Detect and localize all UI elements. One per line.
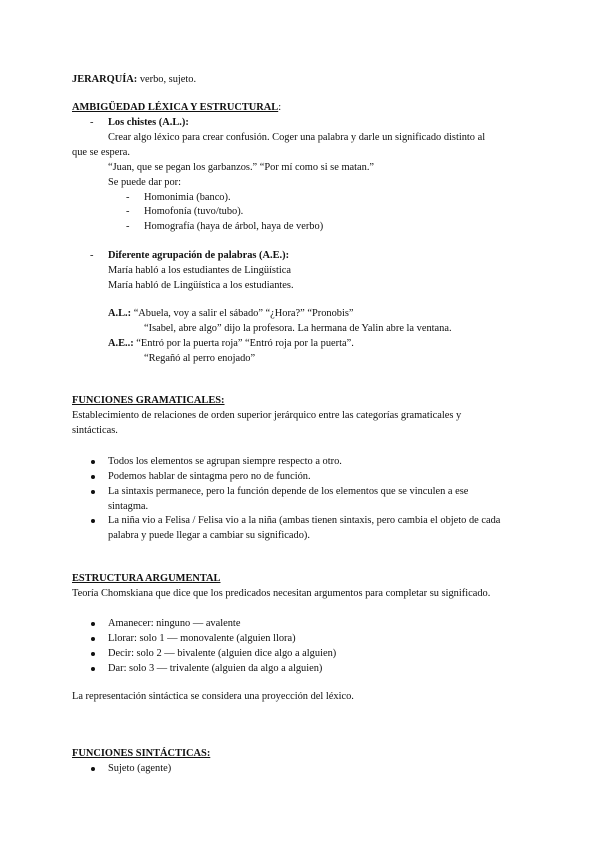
al-example-line-1 bbox=[108, 307, 354, 321]
ambiguedad-heading bbox=[72, 101, 281, 115]
bullet-dot bbox=[91, 652, 95, 656]
valencia-item: Decir: solo 2 — bivalente (alguien dice algo a alguien) bbox=[108, 648, 337, 659]
chistes-title: Los chistes (A.L.): bbox=[108, 117, 189, 128]
jerarquia-label: JERARQUÍA: bbox=[72, 74, 138, 85]
funciones-gramaticales-heading: FUNCIONES GRAMATICALES: bbox=[72, 395, 225, 406]
chistes-desc-1: Crear algo léxico para crear confusión. Coger una palabra y darle un significado distinto al bbox=[108, 132, 486, 143]
funciones-gramaticales-intro-2: sintácticas. bbox=[72, 425, 118, 436]
chistes-desc-2: que se espera. bbox=[72, 147, 130, 158]
bullet-item: La sintaxis permanece, pero la función depende de los elementos que se vinculen a ese bbox=[108, 486, 469, 497]
bullet-item: Podemos hablar de sintagma pero no de función. bbox=[108, 471, 311, 482]
chistes-item: Homofonía (tuvo/tubo). bbox=[144, 206, 244, 217]
dash-marker: - bbox=[126, 206, 130, 217]
jerarquia-line bbox=[72, 73, 196, 87]
dash-marker: - bbox=[126, 221, 130, 232]
chistes-item: Homografía (haya de árbol, haya de verbo) bbox=[144, 221, 324, 232]
estructura-argumental-heading: ESTRUCTURA ARGUMENTAL bbox=[72, 573, 221, 584]
dash-marker: - bbox=[126, 192, 130, 203]
ambiguedad-heading-text: AMBIGÜEDAD LÉXICA Y ESTRUCTURAL bbox=[72, 102, 279, 113]
estructura-argumental-closing: La representación sintáctica se considera una proyección del léxico. bbox=[72, 691, 354, 702]
dash-marker: - bbox=[90, 117, 94, 128]
bullet-dot bbox=[91, 622, 95, 626]
valencia-item: Dar: solo 3 — trivalente (alguien da algo a alguien) bbox=[108, 663, 323, 674]
ae-label: A.E..: bbox=[108, 338, 134, 349]
valencia-item: Llorar: solo 1 — monovalente (alguien llora) bbox=[108, 633, 296, 644]
bullet-item: Todos los elementos se agrupan siempre respecto a otro. bbox=[108, 456, 342, 467]
funciones-sintacticas-heading: FUNCIONES SINTÁCTICAS: bbox=[72, 748, 211, 759]
chistes-example: “Juan, que se pegan los garbanzos.” “Por mí como si se matan.” bbox=[108, 162, 375, 173]
ambiguedad-heading-colon: : bbox=[278, 102, 282, 113]
agrupacion-title: Diferente agrupación de palabras (A.E.): bbox=[108, 250, 290, 261]
al-text: “Abuela, voy a salir el sábado” “¿Hora?” “Pronobis” bbox=[131, 308, 354, 319]
chistes-item: Homonimia (banco). bbox=[144, 192, 231, 203]
bullet-dot bbox=[91, 475, 95, 479]
bullet-item-continuation: sintagma. bbox=[108, 501, 149, 512]
bullet-dot bbox=[91, 767, 95, 771]
dash-marker: - bbox=[90, 250, 94, 261]
chistes-intro: Se puede dar por: bbox=[108, 177, 181, 188]
ae-text: “Entró por la puerta roja” “Entró roja por la puerta”. bbox=[133, 338, 354, 349]
sintactica-item: Sujeto (agente) bbox=[108, 763, 172, 774]
bullet-dot bbox=[91, 637, 95, 641]
ae-example-line-2: “Regañó al perro enojado” bbox=[144, 353, 256, 364]
jerarquia-text: verbo, sujeto. bbox=[137, 74, 197, 85]
agrupacion-line-1: María habló a los estudiantes de Lingüística bbox=[108, 265, 291, 276]
bullet-dot bbox=[91, 460, 95, 464]
agrupacion-line-2: María habló de Lingüística a los estudiantes. bbox=[108, 280, 294, 291]
funciones-gramaticales-intro-1: Establecimiento de relaciones de orden superior jerárquico entre las categorías gramaticales y bbox=[72, 410, 462, 421]
estructura-argumental-intro: Teoría Chomskiana que dice que los predicados necesitan argumentos para completar su significado. bbox=[72, 588, 491, 599]
bullet-item-continuation: palabra y puede llegar a cambiar su significado). bbox=[108, 530, 310, 541]
valencia-item: Amanecer: ninguno — avalente bbox=[108, 618, 241, 629]
ae-example-line-1 bbox=[108, 337, 354, 351]
bullet-item: La niña vio a Felisa / Felisa vio a la niña (ambas tienen sintaxis, pero cambia el objeto de cada bbox=[108, 515, 501, 526]
al-example-line-2: “Isabel, abre algo” dijo la profesora. La hermana de Yalin abre la ventana. bbox=[144, 323, 452, 334]
bullet-dot bbox=[91, 667, 95, 671]
al-label: A.L.: bbox=[108, 308, 132, 319]
bullet-dot bbox=[91, 519, 95, 523]
bullet-dot bbox=[91, 490, 95, 494]
